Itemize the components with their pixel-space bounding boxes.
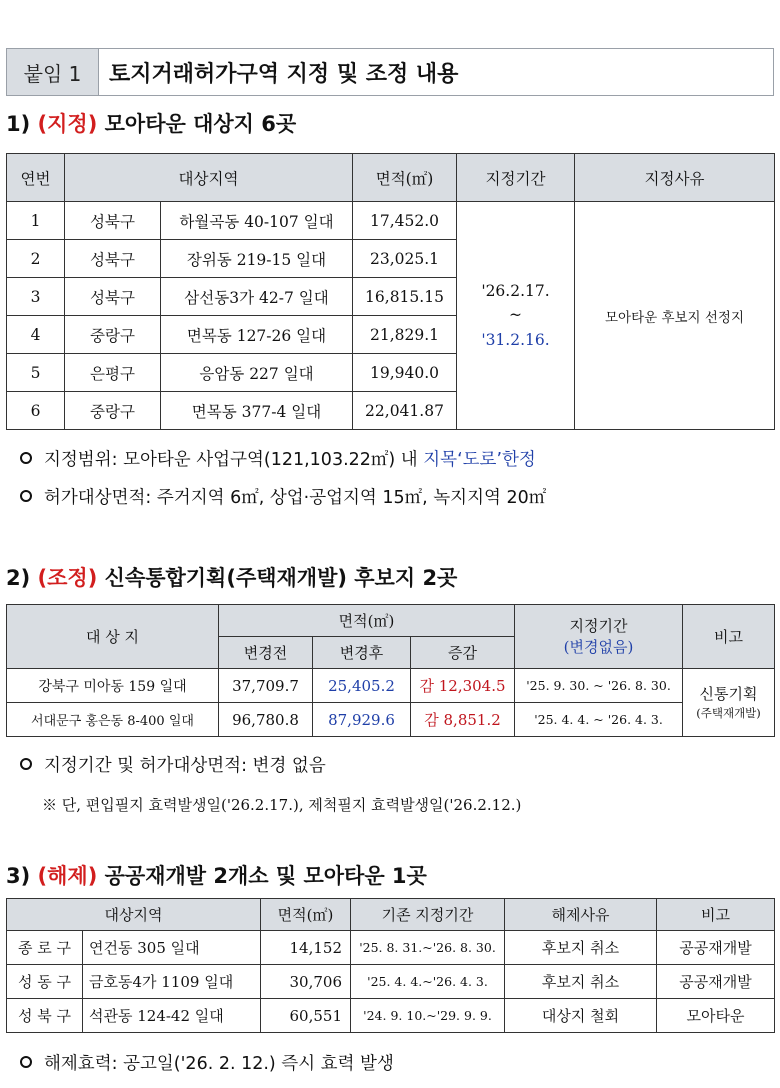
header-period-label: 지정기간 <box>569 617 628 636</box>
section1-kind: (지정) <box>37 112 98 136</box>
table-row <box>7 931 775 965</box>
row-gu: 성북구 <box>65 278 161 316</box>
row-diff: 감 12,304.5 <box>411 669 515 703</box>
bullet-circle-icon <box>20 490 32 502</box>
row-size: 17,452.0 <box>353 202 457 240</box>
row-no: 2 <box>7 240 65 278</box>
period-start: '26.2.17. <box>481 282 550 301</box>
remark-line2: (주택재개발) <box>696 706 761 721</box>
row-diff: 감 8,851.2 <box>411 703 515 737</box>
section3-header-row <box>7 899 775 931</box>
row-area: 면목동 127-26 일대 <box>161 316 353 354</box>
header-remark: 비고 <box>657 899 775 931</box>
bullet-circle-icon <box>20 1056 32 1068</box>
table-row <box>7 999 775 1033</box>
row-period: '25. 4. 4. ~ '26. 4. 3. <box>515 703 683 737</box>
section1-title <box>6 108 296 138</box>
bullet-circle-icon <box>20 452 32 464</box>
reason-cell: 모아타운 후보지 선정지 <box>575 202 775 430</box>
table-row <box>7 965 775 999</box>
header-area: 대상지역 <box>65 154 353 202</box>
row-after: 87,929.6 <box>313 703 411 737</box>
bullet-highlight: 지목‘도로’한정 <box>423 450 536 470</box>
section2-header-row <box>7 605 775 637</box>
row-area: 연건동 305 일대 <box>83 931 261 965</box>
row-area: 장위동 219-15 일대 <box>161 240 353 278</box>
row-period: '25. 9. 30. ~ '26. 8. 30. <box>515 669 683 703</box>
row-area: 삼선동3가 42-7 일대 <box>161 278 353 316</box>
table-row <box>7 202 775 240</box>
row-reason: 대상지 철회 <box>505 999 657 1033</box>
header-area: 대상지역 <box>7 899 261 931</box>
appendix-tag: 붙임 1 <box>7 49 99 95</box>
appendix-title: 토지거래허가구역 지정 및 조정 내용 <box>109 61 459 87</box>
section2-heading: 신속통합기획(주택재개발) 후보지 2곳 <box>104 566 458 590</box>
section3-number: 3) <box>6 864 31 888</box>
header-period: 기존 지정기간 <box>351 899 505 931</box>
header-target: 대 상 지 <box>7 605 219 669</box>
section3-table <box>6 898 775 1033</box>
row-size: 60,551 <box>261 999 351 1033</box>
header-no: 연번 <box>7 154 65 202</box>
row-area: 면목동 377-4 일대 <box>161 392 353 430</box>
section3-heading: 공공재개발 2개소 및 모아타운 1곳 <box>104 864 427 888</box>
header-diff: 증감 <box>411 637 515 669</box>
header-reason: 해제사유 <box>505 899 657 931</box>
row-reason: 후보지 취소 <box>505 965 657 999</box>
row-gu: 중랑구 <box>65 392 161 430</box>
header-period: 지정기간 <box>457 154 575 202</box>
period-end: '31.2.16. <box>481 330 550 349</box>
row-no: 1 <box>7 202 65 240</box>
row-target: 서대문구 홍은동 8-400 일대 <box>7 703 219 737</box>
row-size: 21,829.1 <box>353 316 457 354</box>
row-area: 금호동4가 1109 일대 <box>83 965 261 999</box>
section1-header-row <box>7 154 775 202</box>
table-row <box>7 703 775 737</box>
bullet-text: 지정기간 및 허가대상면적: 변경 없음 <box>44 756 326 776</box>
row-no: 6 <box>7 392 65 430</box>
row-area: 석관동 124-42 일대 <box>83 999 261 1033</box>
section2-title <box>6 562 457 592</box>
header-before: 변경전 <box>219 637 313 669</box>
section1-heading: 모아타운 대상지 6곳 <box>104 112 297 136</box>
section2-table <box>6 604 775 737</box>
remark-cell <box>683 669 775 737</box>
row-period: '25. 8. 31.~'26. 8. 30. <box>351 931 505 965</box>
header-size: 면적(㎡) <box>219 605 515 637</box>
section1-bullet-range <box>20 446 536 471</box>
period-cell <box>457 202 575 430</box>
row-size: 16,815.15 <box>353 278 457 316</box>
header-period <box>515 605 683 669</box>
row-after: 25,405.2 <box>313 669 411 703</box>
header-reason: 지정사유 <box>575 154 775 202</box>
section1-number: 1) <box>6 112 31 136</box>
row-no: 4 <box>7 316 65 354</box>
row-remark: 공공재개발 <box>657 965 775 999</box>
row-size: 23,025.1 <box>353 240 457 278</box>
appendix-header <box>6 48 774 96</box>
row-no: 5 <box>7 354 65 392</box>
remark-line1: 신통기획 <box>699 684 758 703</box>
header-size: 면적(㎡) <box>353 154 457 202</box>
section1-bullet-area <box>20 484 546 509</box>
row-gu: 종 로 구 <box>7 931 83 965</box>
row-size: 30,706 <box>261 965 351 999</box>
row-period: '25. 4. 4.~'26. 4. 3. <box>351 965 505 999</box>
row-gu: 중랑구 <box>65 316 161 354</box>
row-no: 3 <box>7 278 65 316</box>
row-area: 하월곡동 40-107 일대 <box>161 202 353 240</box>
row-gu: 성 동 구 <box>7 965 83 999</box>
bullet-text: 허가대상면적: 주거지역 6㎡, 상업·공업지역 15㎡, 녹지지역 20㎡ <box>44 488 547 508</box>
period-sep: ~ <box>509 306 522 325</box>
row-gu: 성 북 구 <box>7 999 83 1033</box>
row-remark: 모아타운 <box>657 999 775 1033</box>
row-size: 19,940.0 <box>353 354 457 392</box>
row-target: 강북구 미아동 159 일대 <box>7 669 219 703</box>
section3-bullet <box>20 1050 394 1075</box>
section1-table <box>6 153 775 430</box>
bullet-text: 해제효력: 공고일('26. 2. 12.) 즉시 효력 발생 <box>44 1054 394 1074</box>
row-gu: 성북구 <box>65 202 161 240</box>
section2-number: 2) <box>6 566 31 590</box>
header-remark: 비고 <box>683 605 775 669</box>
row-before: 96,780.8 <box>219 703 313 737</box>
header-after: 변경후 <box>313 637 411 669</box>
row-size: 14,152 <box>261 931 351 965</box>
row-remark: 공공재개발 <box>657 931 775 965</box>
row-reason: 후보지 취소 <box>505 931 657 965</box>
row-period: '24. 9. 10.~'29. 9. 9. <box>351 999 505 1033</box>
row-size: 22,041.87 <box>353 392 457 430</box>
row-area: 응암동 227 일대 <box>161 354 353 392</box>
section2-kind: (조정) <box>37 566 98 590</box>
row-before: 37,709.7 <box>219 669 313 703</box>
bullet-text: 지정범위: 모아타운 사업구역(121,103.22㎡) 내 <box>44 450 424 470</box>
header-size: 면적(㎡) <box>261 899 351 931</box>
section2-bullet <box>20 752 326 777</box>
bullet-circle-icon <box>20 758 32 770</box>
row-gu: 은평구 <box>65 354 161 392</box>
section2-note: ※ 단, 편입필지 효력발생일('26.2.17.), 제척필지 효력발생일('26.2.12.) <box>42 796 522 814</box>
section3-title <box>6 860 427 890</box>
section3-kind: (해제) <box>37 864 98 888</box>
row-gu: 성북구 <box>65 240 161 278</box>
header-period-sub: (변경없음) <box>563 637 634 656</box>
table-row <box>7 669 775 703</box>
